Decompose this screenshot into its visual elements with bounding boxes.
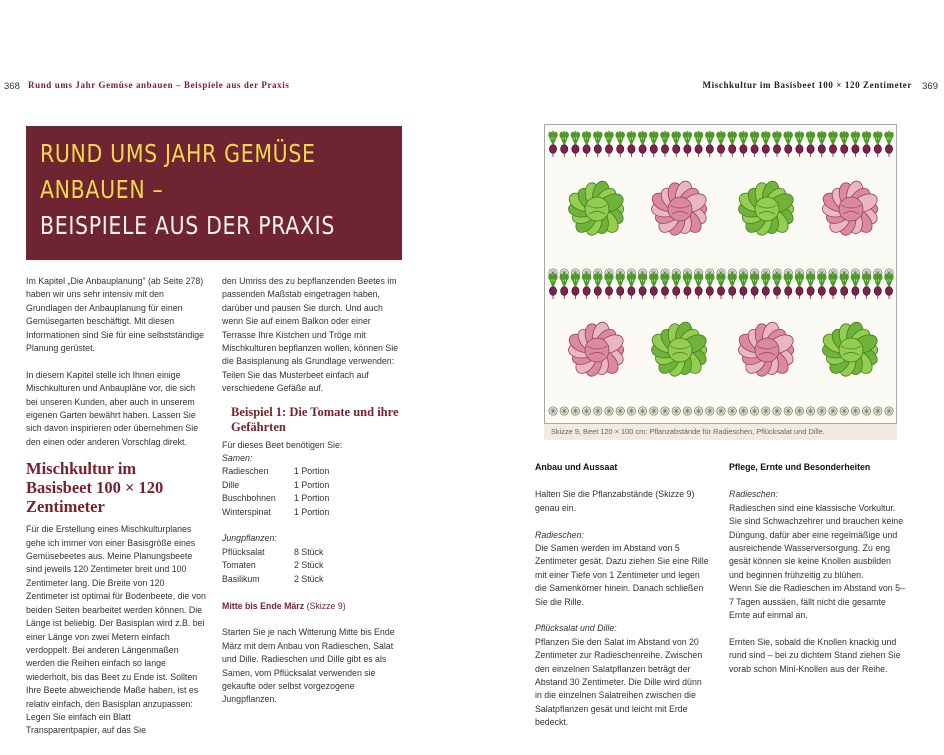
- pflege-paragraph-1: Radieschen sind eine klassische Vorkultur. Sie sind Schwachzehrer und brauchen keine Düngung, dafür aber eine regelmäßige und ausreichende Wasserversorgung. Zu eng gesät können sie keine Knollen ausbilden und beginnen frühzeitig zu blühen.: [729, 502, 904, 580]
- list-item: Winterspinat 1 Portion: [222, 506, 330, 517]
- list-item: Basilikum 2 Stück: [222, 573, 324, 584]
- radish-plant: [705, 131, 714, 157]
- dill-plant: [571, 407, 579, 415]
- radish-plant: [593, 273, 602, 299]
- salat-label: Pflücksalat und Dille:: [535, 623, 617, 634]
- salat-text: Pflanzen Sie den Salat im Abstand von 20 Zentimeter zur Radieschenreihe. Zwischen den einzelnen Salatpflanzen beträgt der Abstand 30 Zentimeter. Die Dille wird dünn in die einzelnen Salatreihen zwischen die Salatpflanzen gesät und leicht mit Erde bedeckt.: [535, 636, 703, 728]
- list-item: Dille 1 Portion: [222, 479, 330, 490]
- radish-plant: [851, 131, 860, 157]
- lettuce-green: [566, 180, 626, 237]
- radish-plant: [638, 273, 647, 299]
- radish-plant: [672, 131, 681, 157]
- dill-plant: [762, 407, 770, 415]
- radish-plant: [862, 273, 871, 299]
- column-heading-pflege: Pflege, Ernte und Besonderheiten: [729, 462, 871, 472]
- radish-plant: [772, 131, 781, 157]
- radish-plant: [761, 273, 770, 299]
- radish-plant: [604, 273, 613, 299]
- section-text: Für die Erstellung eines Mischkulturplanes gehe ich immer von einer Basisgröße eines Gemüsebeetes aus. Meine Planungsbeete sind jeweils 120 Zentimeter breit und 100 Zentimeter lang. Die Breite von 120 Zentimeter ist optimal für Bodenbeete, die von beiden Seiten bearbeitet werden können. Die Länge ist beliebig. Der Basisplan wird z.B. bei einer Länge von zwei Metern einfach verdoppelt. Bei anderen Längenmaßen werden die Reihen einfach so lange wiederholt, bis das Beet zu Ende ist. Sollten Ihre Beete abweichende Maße haben, ist es relativ einfach, den Basisplan anzupassen: Legen Sie einfach ein Blatt Transparentpapier, auf das Sie: [26, 524, 206, 736]
- radish-plant: [616, 273, 625, 299]
- radish-plant: [784, 273, 793, 299]
- radish-plant: [582, 131, 591, 157]
- radish-plant: [873, 273, 882, 299]
- left-column-2: [222, 275, 402, 720]
- timing-heading: Mitte bis Ende März (Skizze 9): [222, 600, 346, 611]
- radish-plant: [851, 273, 860, 299]
- radish-plant: [672, 273, 681, 299]
- radish-plant: [627, 273, 636, 299]
- pflege-radieschen-label: Radieschen:: [729, 489, 778, 500]
- radieschen-text: Die Samen werden im Abstand von 5 Zentimeter gesät. Dazu ziehen Sie eine Rille mit einer Tiefe von 1 Zentimeter und legen die Samenkörner hinein. Danach schließen Sie die Rille.: [535, 543, 709, 607]
- radish-plant: [750, 131, 759, 157]
- radish-plant: [873, 131, 882, 157]
- radish-plant: [649, 273, 658, 299]
- radish-plant: [817, 131, 826, 157]
- dill-plant: [806, 407, 814, 415]
- dill-plant: [672, 407, 680, 415]
- radish-plant: [660, 273, 669, 299]
- radish-plant: [750, 273, 759, 299]
- dill-plant: [795, 407, 803, 415]
- dill-plant: [627, 407, 635, 415]
- dill-plant: [661, 407, 669, 415]
- radish-plant: [660, 131, 669, 157]
- dill-plant: [818, 407, 826, 415]
- dill-plant: [784, 407, 792, 415]
- list-item: Pflücksalat 8 Stück: [222, 546, 324, 557]
- radish-plant: [604, 131, 613, 157]
- radish-plant: [548, 131, 557, 157]
- left-running-title: Rund ums Jahr Gemüse anbauen – Beispiele aus der Praxis: [28, 80, 290, 90]
- dill-plant: [885, 407, 893, 415]
- dill-plant: [638, 407, 646, 415]
- list-item: Buschbohnen 1 Portion: [222, 493, 330, 504]
- timing-text: Starten Sie je nach Witterung Mitte bis Ende März mit dem Anbau von Radieschen, Salat und Dille. Radieschen und Dille gibt es als Samen, vom Pflücksalat verwenden sie gekaufte oder selbst vorgezogene Jungpflanzen.: [222, 627, 395, 705]
- radish-plant: [560, 273, 569, 299]
- radish-plant: [649, 131, 658, 157]
- dill-plant: [773, 407, 781, 415]
- dill-plant: [549, 407, 557, 415]
- left-column-1: [26, 275, 206, 751]
- radish-plant: [593, 131, 602, 157]
- chapter-title-block: [26, 126, 402, 260]
- dill-plant: [594, 407, 602, 415]
- lettuce-red: [736, 321, 796, 378]
- seeds-label: Samen:: [222, 453, 253, 464]
- dill-plant: [560, 407, 568, 415]
- pflege-paragraph-2: Wenn Sie die Radieschen im Abstand von 5–7 Tagen aussäen, fällt nicht die gesamte Ernte auf einmal an.: [729, 583, 905, 621]
- list-item: Tomaten 2 Stück: [222, 560, 324, 571]
- radish-plant: [884, 131, 893, 157]
- seeds-list: [222, 465, 402, 519]
- radish-plant: [784, 131, 793, 157]
- right-column-2: [729, 461, 907, 689]
- section-heading: Mischkultur im Basisbeet 100 × 120 Zentimeter: [26, 459, 164, 517]
- lettuce-green: [649, 321, 709, 378]
- radish-plant: [560, 131, 569, 157]
- pflege-paragraph-3: Ernten Sie, sobald die Knollen knackig und rund sind – bei zu dichtem Stand ziehen Sie vorab schon Mini-Knollen aus der Reihe.: [729, 636, 901, 674]
- radish-plant: [795, 131, 804, 157]
- dill-plant: [706, 407, 714, 415]
- lettuce-green: [820, 321, 880, 378]
- column-heading-anbau: Anbau und Aussaat: [535, 462, 618, 472]
- dill-plant: [840, 407, 848, 415]
- radish-plant: [683, 131, 692, 157]
- list-item: Radieschen 1 Portion: [222, 466, 330, 477]
- radish-plant: [548, 273, 557, 299]
- continued-text: den Umriss des zu bepflanzenden Beetes im passenden Maßstab eingetragen haben, darüber und pausen Sie durch. Und auch wenn Sie auf einem Balkon oder einer Terrasse Ihre Kistchen und Tröge mit Mischkulturen bepflanzen wollen, können Sie die Basisplanung als Grundlage verwenden: Teilen Sie das Musterbeet einfach auf verschiedene Gefäße auf.: [222, 276, 399, 394]
- illustration-caption: Skizze 9, Beet 120 × 100 cm: Pflanzabstände für Radieschen, Pflücksalat und Dille.: [544, 424, 897, 440]
- intro-paragraph-1: Im Kapitel „Die Anbauplanung" (ab Seite 278) haben wir uns sehr intensiv mit den Grundlagen der Anbauplanung für einen Gemüsegarten beschäftigt. Mit diesen Informationen sind Sie für eine selbstständige Planung gerüstet.: [26, 276, 204, 354]
- radish-plant: [828, 273, 837, 299]
- radish-plant: [884, 273, 893, 299]
- radish-plant: [627, 131, 636, 157]
- dill-plant: [862, 407, 870, 415]
- sketch-reference: (Skizze 9): [306, 600, 346, 611]
- needs-text: Für dieses Beet benötigen Sie:: [222, 439, 343, 450]
- radish-plant: [716, 273, 725, 299]
- radish-plant: [616, 131, 625, 157]
- radish-plant: [840, 131, 849, 157]
- radish-plant: [806, 131, 815, 157]
- radish-plant: [705, 273, 714, 299]
- lettuce-red: [649, 180, 709, 237]
- right-column-1: [535, 461, 711, 743]
- bed-illustration-svg: [545, 125, 897, 424]
- radish-plant: [828, 131, 837, 157]
- lettuce-red: [820, 180, 880, 237]
- left-page-number: 368: [4, 81, 20, 92]
- dill-plant: [739, 407, 747, 415]
- radish-plant: [795, 273, 804, 299]
- anbau-intro: Halten Sie die Pflanzabstände (Skizze 9) genau ein.: [535, 489, 695, 513]
- radish-plant: [716, 131, 725, 157]
- radish-plant: [806, 273, 815, 299]
- radish-plant: [840, 273, 849, 299]
- chapter-title-line-3: BEISPIELE AUS DER PRAXIS: [40, 211, 336, 240]
- radish-plant: [571, 273, 580, 299]
- dill-plant: [829, 407, 837, 415]
- plants-list: [222, 546, 402, 586]
- radish-plant: [728, 131, 737, 157]
- example-heading: Beispiel 1: Die Tomate und ihre Gefährten: [231, 404, 399, 434]
- chapter-title-line-2: ANBAUEN –: [40, 175, 164, 204]
- radish-plant: [772, 273, 781, 299]
- lettuce-green: [736, 180, 796, 237]
- radish-plant: [761, 131, 770, 157]
- chapter-title-line-1: RUND UMS JAHR GEMÜSE: [40, 139, 316, 168]
- radish-plant: [728, 273, 737, 299]
- radish-plant: [683, 273, 692, 299]
- lettuce-red: [566, 321, 626, 378]
- radish-plant: [739, 273, 748, 299]
- radish-plant: [638, 131, 647, 157]
- intro-paragraph-2: In diesem Kapitel stelle ich Ihnen einige Mischkulturen und Anbaupläne vor, die sich bei unseren Kunden, aber auch in unserem eigenen Garten bewährt haben. Lassen Sie sich davon inspirieren oder übernehmen Sie den einen oder anderen Vorschlag direkt.: [26, 369, 199, 447]
- radish-plant: [571, 131, 580, 157]
- radish-plant: [739, 131, 748, 157]
- radish-plant: [817, 273, 826, 299]
- plants-label: Jungpflanzen:: [222, 533, 277, 544]
- radish-plant: [694, 273, 703, 299]
- bed-illustration: [544, 124, 897, 424]
- dill-plant: [616, 407, 624, 415]
- right-page-number: 369: [922, 81, 938, 92]
- dill-plant: [683, 407, 691, 415]
- radieschen-label: Radieschen:: [535, 529, 584, 540]
- dill-plant: [717, 407, 725, 415]
- dill-plant: [605, 407, 613, 415]
- dill-plant: [728, 407, 736, 415]
- radish-plant: [582, 273, 591, 299]
- dill-plant: [851, 407, 859, 415]
- radish-plant: [694, 131, 703, 157]
- dill-plant: [650, 407, 658, 415]
- radish-plant: [862, 131, 871, 157]
- dill-plant: [582, 407, 590, 415]
- dill-plant: [694, 407, 702, 415]
- dill-plant: [750, 407, 758, 415]
- right-running-title: Mischkultur im Basisbeet 100 × 120 Zentimeter: [702, 80, 912, 90]
- dill-plant: [874, 407, 882, 415]
